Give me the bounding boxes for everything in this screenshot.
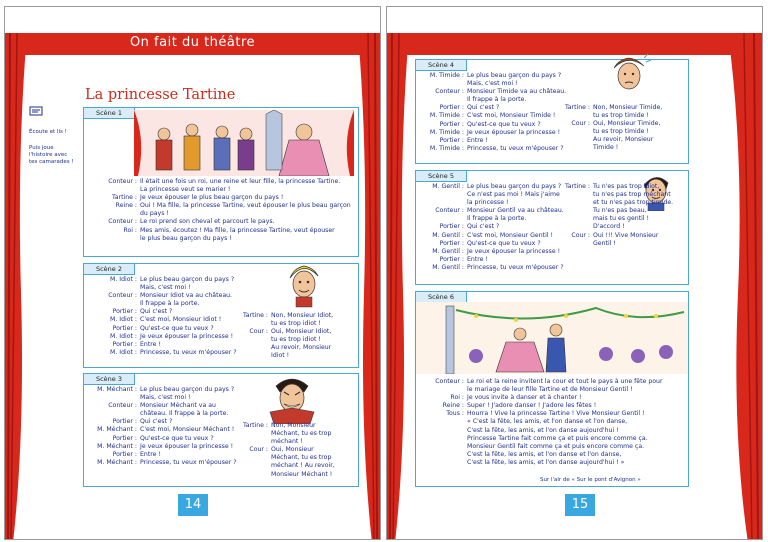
line-text: Je veux épouser la princesse ! <box>140 442 234 450</box>
dialogue-line <box>556 207 673 215</box>
dialogue-line <box>416 121 566 129</box>
speaker-name: Roi : <box>123 226 137 234</box>
scene-label: Scène 4 <box>415 59 467 71</box>
line-text: le plus beau garçon du pays ! <box>140 234 232 242</box>
speaker-name: M. Méchant : <box>97 386 137 393</box>
line-text: C'est la fête, les amis, et l'on danse aujourd'hui ! <box>467 426 619 434</box>
speaker-name: Tartine : <box>242 312 268 319</box>
dialogue-line <box>416 443 663 451</box>
dialogue-line <box>236 320 333 328</box>
dialogue-line <box>556 215 673 223</box>
dialogue-line <box>236 352 333 360</box>
dialogue-line <box>236 471 335 479</box>
line-text: la princesse ! <box>467 199 509 207</box>
speaker-name: M. Timide : <box>429 144 464 152</box>
line-text: Qui c'est ? <box>140 418 173 426</box>
speaker-name: Tartine : <box>564 183 590 190</box>
scene-5 <box>415 170 689 285</box>
speaker-name: M. Timide : <box>429 112 464 120</box>
dialogue-line <box>416 378 663 386</box>
dialogue-line <box>416 96 566 104</box>
dialogue-line <box>416 183 564 191</box>
scene-2 <box>83 263 359 368</box>
speaker-name: M. Méchant : <box>97 458 137 466</box>
dialogue-line <box>416 248 564 256</box>
dialogue-line <box>556 128 662 136</box>
line-text: et tu n'es pas trop timide. <box>593 199 674 207</box>
speaker-name: Portier : <box>439 239 464 247</box>
speaker-name: Conteur : <box>108 292 137 300</box>
line-text: château. Il frappe à la porte. <box>140 410 229 418</box>
dialogue-line <box>84 459 237 467</box>
speaker-name: M. Gentil : <box>432 231 464 239</box>
line-text: tu n'es pas trop méchant <box>593 191 671 199</box>
line-text: Entre ! <box>467 255 488 263</box>
curtain-right <box>358 33 380 540</box>
dialogue-line <box>84 341 237 349</box>
dialogue-line <box>416 215 564 223</box>
dialogue-line <box>84 333 237 341</box>
dialogue-line <box>556 136 662 144</box>
dialogue-line <box>416 256 564 264</box>
page-number: 15 <box>565 494 595 516</box>
curtain-left <box>387 33 409 540</box>
line-text: C'est la fête, les amis, et l'on danse aujourd'hui ! » <box>467 458 625 466</box>
line-text: Tu n'es pas trop idiot, <box>593 183 660 190</box>
dialogue-line <box>84 316 237 324</box>
curtain-right <box>728 33 762 540</box>
speaker-name: M. Timide : <box>429 128 464 136</box>
line-text: Super ! J'adore danser ! J'adore les fêtes ! <box>467 402 597 410</box>
dialogue-line <box>84 443 237 451</box>
scene-3 <box>83 373 359 487</box>
speaker-name: Portier : <box>112 450 137 458</box>
dialogue-line <box>416 418 663 426</box>
dialogue-line <box>84 435 237 443</box>
dialogue-line <box>416 72 566 80</box>
dialogue-line <box>556 223 673 231</box>
line-text: « C'est la fête, les amis, et l'on danse et l'on danse, <box>467 418 628 426</box>
line-text: Non, Monsieur <box>271 422 316 429</box>
dialogue-line <box>84 202 351 210</box>
line-text: Tu n'es pas beau, <box>593 207 647 215</box>
wedding-dance-illustration <box>416 302 688 374</box>
left-page <box>4 6 381 540</box>
speaker-name: Portier : <box>439 136 464 144</box>
speaker-name: Cour : <box>249 328 268 336</box>
dialogue-line <box>236 312 333 320</box>
line-text: Méchant, tu es trop <box>271 430 332 438</box>
line-text: Oui !!! Vive Monsieur <box>593 231 659 239</box>
line-text: méchant ! <box>271 438 303 446</box>
dialogue-line <box>556 191 673 199</box>
speaker-name: Cour : <box>571 231 590 239</box>
speaker-name: Portier : <box>112 434 137 442</box>
line-text: Princesse, tu veux m'épouser ? <box>467 263 564 271</box>
dialogue-line <box>556 199 673 207</box>
speaker-name: Conteur : <box>108 178 137 185</box>
speaker-name: M. Timide : <box>429 72 464 79</box>
speaker-name: Tous : <box>446 410 464 418</box>
dialogue-line <box>84 276 237 284</box>
dialogue-line <box>84 394 237 402</box>
dialogue-line <box>84 426 237 434</box>
dialogue-line <box>416 223 564 231</box>
dialogue-line <box>556 144 662 152</box>
line-text: Je veux épouser la princesse ! <box>467 247 561 255</box>
speaker-name: Conteur : <box>108 402 137 410</box>
line-text: du pays ! <box>140 210 169 218</box>
line-text: Oui ! Ma fille, la princesse Tartine, veut épouser le plus beau garçon <box>140 202 351 210</box>
line-text: Le plus beau garçon du pays ? <box>467 183 562 190</box>
sidebar-note-1: Écoute et lis ! <box>29 129 67 135</box>
dialogue-line <box>84 308 237 316</box>
line-text: Monsieur Méchant va au <box>140 402 216 410</box>
curtain-left <box>5 33 27 540</box>
line-text: Entre ! <box>140 340 161 348</box>
line-text: mais tu es gentil ! <box>593 215 650 223</box>
line-text: Princesse, tu veux m'épouser ? <box>140 458 237 466</box>
speaker-name: Conteur : <box>435 207 464 215</box>
line-text: tu es trop idiot ! <box>271 320 321 328</box>
dialogue-line <box>556 120 662 128</box>
line-text: Le roi prend son cheval et parcourt le pays. <box>140 218 275 226</box>
line-text: Monsieur Idiot va au château. <box>140 292 233 300</box>
line-text: Qui c'est ? <box>467 104 500 112</box>
speaker-name: M. Gentil : <box>432 183 464 190</box>
curtain-valance <box>387 33 762 55</box>
dialogue-line <box>84 284 237 292</box>
listen-icon <box>29 105 77 120</box>
speaker-name: M. Idiot : <box>109 316 137 324</box>
line-text: Au revoir, Monsieur <box>593 136 654 144</box>
line-text: Je veux épouser le plus beau garçon du pays ! <box>140 194 284 202</box>
speaker-name: Portier : <box>112 308 137 316</box>
dialogue-line <box>556 240 673 248</box>
dialogue-line <box>236 430 335 438</box>
line-text: Au revoir, Monsieur <box>271 344 332 352</box>
line-text: Gentil ! <box>593 239 616 247</box>
dialogue-line <box>416 104 566 112</box>
line-text: le mariage de leur fille Tartine et de Monsieur Gentil ! <box>467 386 633 394</box>
dialogue-line <box>556 112 662 120</box>
dialogue-line <box>84 349 237 357</box>
line-text: Timide ! <box>593 144 619 152</box>
sidebar-note-2: Puis joue <box>29 145 54 151</box>
dialogue-line <box>84 325 237 333</box>
sidebar-note-4: tes camarades ! <box>29 159 74 165</box>
scene-label: Scène 3 <box>83 373 135 385</box>
scene-6 <box>415 291 689 487</box>
sidebar-note-3: l'histoire avec <box>29 152 68 158</box>
line-text: Je veux épouser la princesse ! <box>140 332 234 340</box>
line-text: Je veux épouser la princesse ! <box>467 128 561 136</box>
line-text: Princesse, tu veux m'épouser ? <box>467 144 564 152</box>
line-text: Oui, Monsieur Timide, <box>593 120 661 128</box>
line-text: Qui c'est ? <box>140 308 173 316</box>
line-text: Ce n'est pas moi ! Mais j'aime <box>467 191 560 199</box>
scene-label: Scène 1 <box>83 107 135 119</box>
line-text: C'est moi, Monsieur Idiot ! <box>140 316 222 324</box>
line-text: Mais, c'est moi ! <box>467 80 518 88</box>
dialogue-line <box>416 459 663 467</box>
play-title: La princesse Tartine <box>85 87 236 103</box>
speaker-name: Portier : <box>439 120 464 128</box>
speaker-name: Roi : <box>450 394 464 402</box>
monsieur-timide-illustration <box>606 52 652 98</box>
speaker-name: Portier : <box>112 340 137 348</box>
line-text: Qu'est-ce que tu veux ? <box>467 239 541 247</box>
dialogue-line <box>84 451 237 459</box>
line-text: Non, Monsieur Timide, <box>593 104 663 111</box>
speaker-name: Reine : <box>115 202 137 210</box>
line-text: D'accord ! <box>593 223 625 231</box>
line-text: Le plus beau garçon du pays ? <box>140 276 235 283</box>
dialogue-line <box>416 240 564 248</box>
dialogue-line <box>84 386 237 394</box>
dialogue-line <box>416 435 663 443</box>
dialogue-line <box>416 427 663 435</box>
line-text: Qu'est-ce que tu veux ? <box>140 434 214 442</box>
line-text: Le plus beau garçon du pays ? <box>140 386 235 393</box>
line-text: C'est la fête, les amis, et l'on danse et l'on danse, <box>467 450 622 458</box>
page-number: 14 <box>178 494 208 516</box>
speaker-name: Reine : <box>442 402 464 410</box>
section-banner: On fait du théâtre <box>129 35 256 50</box>
speaker-name: Cour : <box>249 446 268 454</box>
line-text: Mais, c'est moi ! <box>140 284 191 292</box>
line-text: Non, Monsieur Idiot, <box>271 312 334 319</box>
dialogue-line <box>236 422 335 430</box>
speaker-name: M. Idiot : <box>109 348 137 356</box>
line-text: tu es trop timide ! <box>593 128 649 136</box>
line-text: C'est moi, Monsieur Timide ! <box>467 112 556 120</box>
line-text: Entre ! <box>140 450 161 458</box>
speaker-name: Tartine : <box>111 194 137 202</box>
line-text: La princesse veut se marier ! <box>140 186 231 194</box>
line-text: Mes amis, écoutez ! Ma fille, la princesse Tartine, veut épouser <box>140 226 335 234</box>
line-text: Oui, Monsieur Idiot, <box>271 328 332 336</box>
dialogue-line <box>556 104 662 112</box>
line-text: tu es trop timide ! <box>593 112 649 120</box>
dialogue-line <box>416 232 564 240</box>
speaker-name: Tartine : <box>242 422 268 429</box>
dialogue-line <box>84 235 351 243</box>
line-text: C'est moi, Monsieur Gentil ! <box>467 231 553 239</box>
speaker-name: M. Gentil : <box>432 263 464 271</box>
speaker-name: M. Idiot : <box>109 332 137 340</box>
dialogue-line <box>416 137 566 145</box>
dialogue-line <box>84 178 351 186</box>
dialogue-line <box>236 462 335 470</box>
speaker-name: M. Gentil : <box>432 247 464 255</box>
dialogue-line <box>556 232 673 240</box>
scene-1 <box>83 107 359 257</box>
speaker-name: Portier : <box>439 223 464 231</box>
dialogue-line <box>416 386 663 394</box>
monsieur-mechant-illustration <box>266 372 318 424</box>
line-text: Princesse, tu veux m'épouser ? <box>140 348 237 356</box>
line-text: Il frappe à la porte. <box>140 300 200 308</box>
speaker-name: Tartine : <box>564 104 590 111</box>
dialogue-line <box>84 300 237 308</box>
speaker-name: Portier : <box>439 104 464 112</box>
speaker-name: Conteur : <box>108 218 137 226</box>
dialogue-line <box>236 344 333 352</box>
line-text: Méchant, tu es trop <box>271 454 332 462</box>
speaker-name: Conteur : <box>435 378 464 385</box>
line-text: Je vous invite à danser et à chanter ! <box>467 394 582 402</box>
scene-label: Scène 5 <box>415 170 467 182</box>
line-text: méchant ! Au revoir, <box>271 462 335 470</box>
dialogue-line <box>416 112 566 120</box>
speaker-name: M. Méchant : <box>97 442 137 450</box>
dialogue-line <box>236 438 335 446</box>
line-text: Oui, Monsieur <box>271 446 314 454</box>
dialogue-line <box>84 218 351 226</box>
scene-label: Scène 6 <box>415 291 467 303</box>
royal-court-illustration <box>134 110 354 176</box>
line-text: Princesse Tartine fait comme ça et puis encore comme ça. <box>467 434 648 442</box>
dialogue-line <box>416 191 564 199</box>
dialogue-line <box>84 186 351 194</box>
line-text: Mais, c'est moi ! <box>140 394 191 402</box>
right-page <box>386 6 763 540</box>
speaker-name: Cour : <box>571 120 590 128</box>
dialogue-line <box>84 210 351 218</box>
line-text: Le roi et la reine invitent la cour et tout le pays à une fête pour <box>467 378 663 385</box>
speaker-name: Conteur : <box>435 88 464 96</box>
dialogue-line <box>416 129 566 137</box>
line-text: Monsieur Gentil fait comme ça et puis encore comme ça. <box>467 442 645 450</box>
line-text: Monsieur Méchant ! <box>271 470 333 478</box>
dialogue-line <box>236 336 333 344</box>
line-text: Le plus beau garçon du pays ? <box>467 72 562 79</box>
speaker-name: M. Méchant : <box>97 426 137 434</box>
dialogue-line <box>84 410 237 418</box>
dialogue-line <box>556 183 673 191</box>
dialogue-line <box>416 80 566 88</box>
line-text: Il frappe à la porte. <box>467 215 527 223</box>
dialogue-line <box>416 145 566 153</box>
dialogue-line <box>416 264 564 272</box>
speaker-name: Portier : <box>439 255 464 263</box>
dialogue-line <box>416 402 663 410</box>
scene-label: Scène 2 <box>83 263 135 275</box>
line-text: C'est moi, Monsieur Méchant ! <box>140 426 235 434</box>
speaker-name: Portier : <box>112 418 137 426</box>
line-text: Il frappe à la porte. <box>467 96 527 104</box>
dialogue-line <box>416 451 663 459</box>
line-text: Idiot ! <box>271 352 290 360</box>
scene-4 <box>415 59 689 164</box>
song-note: Sur l'air de « Sur le pont d'Avignon » <box>540 477 641 483</box>
line-text: Qu'est-ce que tu veux ? <box>140 324 214 332</box>
line-text: Entre ! <box>467 136 488 144</box>
dialogue-line <box>236 328 333 336</box>
line-text: Monsieur Gentil va au château. <box>467 207 564 215</box>
speaker-name: M. Idiot : <box>109 276 137 283</box>
line-text: Qui c'est ? <box>467 223 500 231</box>
speaker-name: Portier : <box>112 324 137 332</box>
line-text: Qu'est-ce que tu veux ? <box>467 120 541 128</box>
line-text: Hourra ! Vive la princesse Tartine ! Vive Monsieur Gentil ! <box>467 410 645 418</box>
line-text: Monsieur Timide va au château. <box>467 88 567 96</box>
line-text: Il était une fois un roi, une reine et leur fille, la princesse Tartine. <box>140 178 341 185</box>
monsieur-idiot-illustration <box>280 260 328 308</box>
dialogue-line <box>84 227 351 235</box>
line-text: tu es trop idiot ! <box>271 336 321 344</box>
